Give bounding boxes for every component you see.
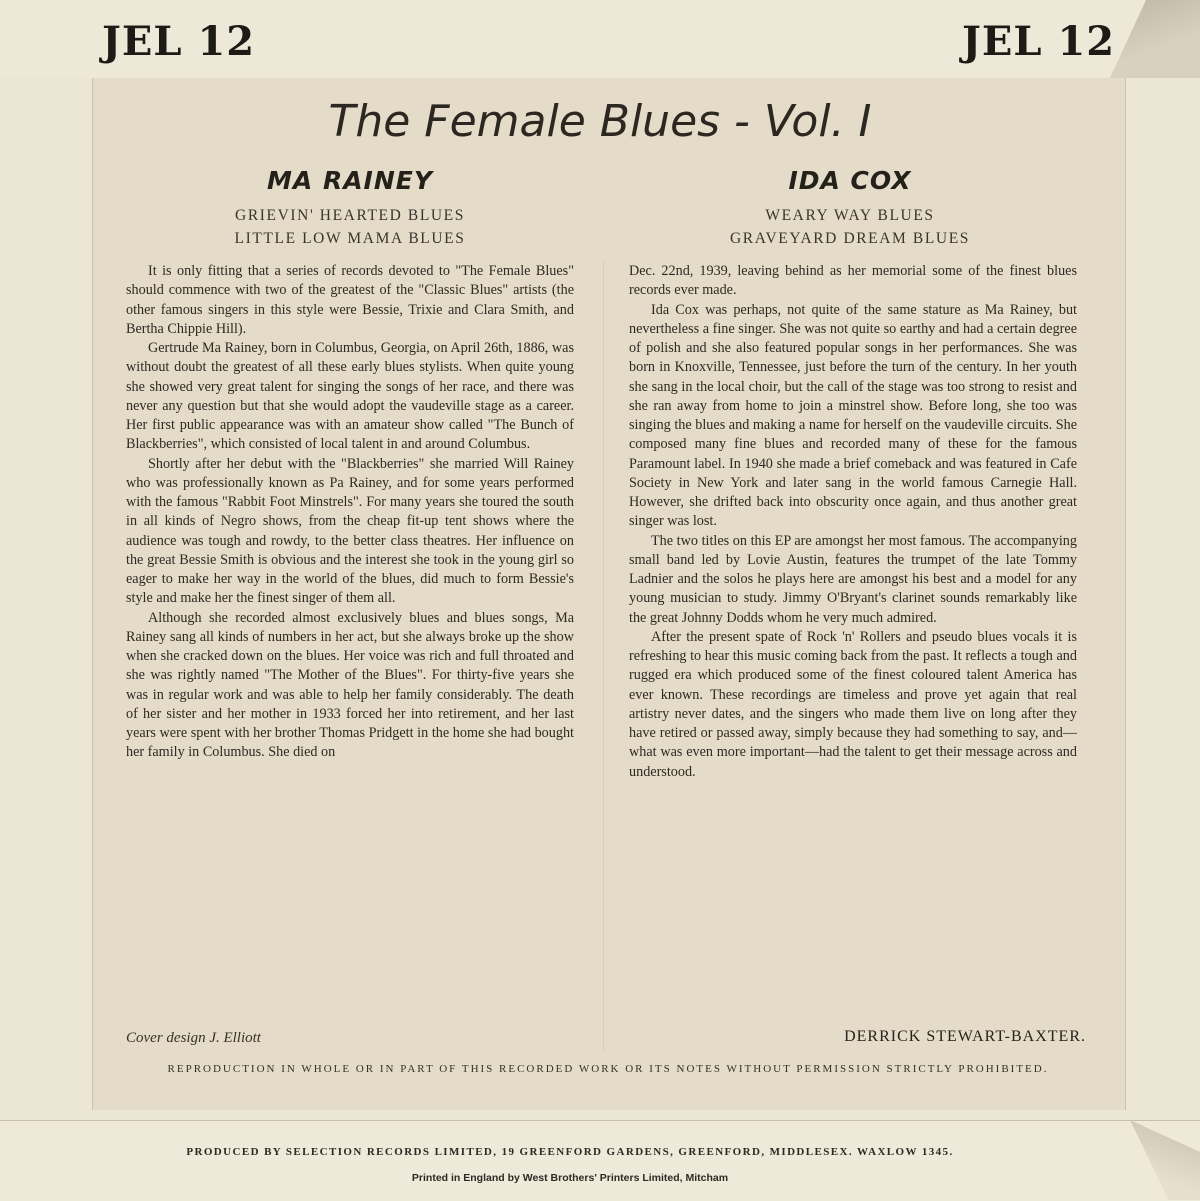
track-list-left (170, 204, 530, 250)
track-title: GRAVEYARD DREAM BLUES (729, 230, 970, 247)
track-title: WEARY WAY BLUES (765, 207, 935, 224)
artist-right: IDA COX (788, 166, 912, 195)
liner-paragraph: The two titles on this EP are amongst her most famous. The accompanying small band led by Lovie Austin, features the trumpet of the late Tommy Ladnier and the solos he plays here are amongst his best and a model for any young musician to study. Jimmy O'Bryant's clarinet sounds remarkably like the great Johnny Dodds whom he very much admired. (629, 532, 1077, 626)
cover-design-credit: Cover design J. Elliott (126, 1030, 261, 1046)
track-list-right (670, 204, 1030, 250)
liner-paragraph: It is only fitting that a series of records devoted to "The Female Blues" should commence with two of the greatest of the "Classic Blues" artists (the other famous singers in this style were Bessie, Trixie and Clara Smith, and Bertha Chippie Hill). (126, 263, 574, 337)
catalog-number-left: JEL 12 (102, 18, 256, 65)
copyright-notice: REPRODUCTION IN WHOLE OR IN PART OF THIS RECORDED WORK OR ITS NOTES WITHOUT PERMISSION STRICTLY PROHIBITED. (167, 1063, 1049, 1075)
liner-paragraph: Shortly after her debut with the "Blackberries" she married Will Rainey who was professionally known as Pa Rainey, and for some years performed with the famous "Rabbit Foot Minstrels". For many years she toured the south in all kinds of Negro shows, from the cheap fit-up tent shows where the audience was tough and rowdy, to the better class theatres. Her influence on the great Bessie Smith is obvious and the interest she took in the young girl so eager to make her way in the world of the blues, did much to form Bessie's style and make her the finest singer of them all. (126, 455, 574, 607)
bottom-band (0, 1120, 1200, 1201)
album-title: The Female Blues - Vol. I (328, 96, 872, 147)
catalog-number-right: JEL 12 (962, 18, 1116, 65)
producer-line: PRODUCED BY SELECTION RECORDS LIMITED, 19 GREENFORD GARDENS, GREENFORD, MIDDLESEX. WAXLOW 1345. (186, 1146, 954, 1158)
track-title: LITTLE LOW MAMA BLUES (234, 230, 466, 247)
printer-line: Printed in England by West Brothers' Printers Limited, Mitcham (411, 1172, 729, 1184)
liner-notes-left-column (126, 262, 574, 763)
liner-notes-right-column (629, 262, 1077, 782)
liner-paragraph: Although she recorded almost exclusively blues and blues songs, Ma Rainey sang all kinds of numbers in her act, but she always broke up the show when she cracked down on the blues. Her voice was rich and full throated and she was rightly named "The Mother of the Blues". For thirty-five years she was in regular work and was able to help her family considerably. The death of her sister and her mother in 1933 forced her into retirement, and her last years were spent with her brother Thomas Pridgett in the home she had bought her family in Columbus. She died on (126, 609, 574, 761)
liner-paragraph: Ida Cox was perhaps, not quite of the same stature as Ma Rainey, but nevertheless a fine singer. She was not quite so earthy and had a certain degree of polish and she also featured popular songs in her performances. She was born in Knoxville, Tennessee, just before the turn of the century. In her youth she sang in the local choir, but the call of the stage was too strong to resist and she ran away from home to join a minstrel show. Before long, she too was singing the blues and making a name for herself on the vaudeville circuits. She composed many fine blues and recorded many of these for the famous Paramount label. In 1940 she made a brief comeback and was featured in Cafe Society in New York and later sang in the world famous Carnegie Hall. However, she drifted back into obscurity once again, and thus another great singer was lost. (629, 301, 1077, 530)
liner-paragraph: Dec. 22nd, 1939, leaving behind as her memorial some of the finest blues records ever made. (629, 263, 1077, 299)
column-divider (603, 262, 604, 1052)
author-signature: DERRICK STEWART-BAXTER. (844, 1028, 1086, 1045)
artist-left: MA RAINEY (267, 166, 433, 195)
liner-paragraph: Gertrude Ma Rainey, born in Columbus, Georgia, on April 26th, 1886, was without doubt the greatest of all these early blues stylists. When quite young she showed very great talent for singing the songs of her race, and there was never any question but that she would adopt the vaudeville stage as a career. Her first public appearance was with an amateur show called "The Bunch of Blackberries", which consisted of local talent in and around Columbus. (126, 340, 574, 453)
liner-paragraph: After the present spate of Rock 'n' Rollers and pseudo blues vocals it is refreshing to hear this music coming back from the past. It reflects a tough and rugged era which produced some of the finest coloured talent America has ever known. These recordings are timeless and prove yet again that real artistry never dates, and the singers who made them live on long after they have retired or passed away, simply because they had something to say, and—what was even more important—had the talent to get their message across and understood. (629, 628, 1077, 780)
track-title: GRIEVIN' HEARTED BLUES (235, 207, 465, 224)
